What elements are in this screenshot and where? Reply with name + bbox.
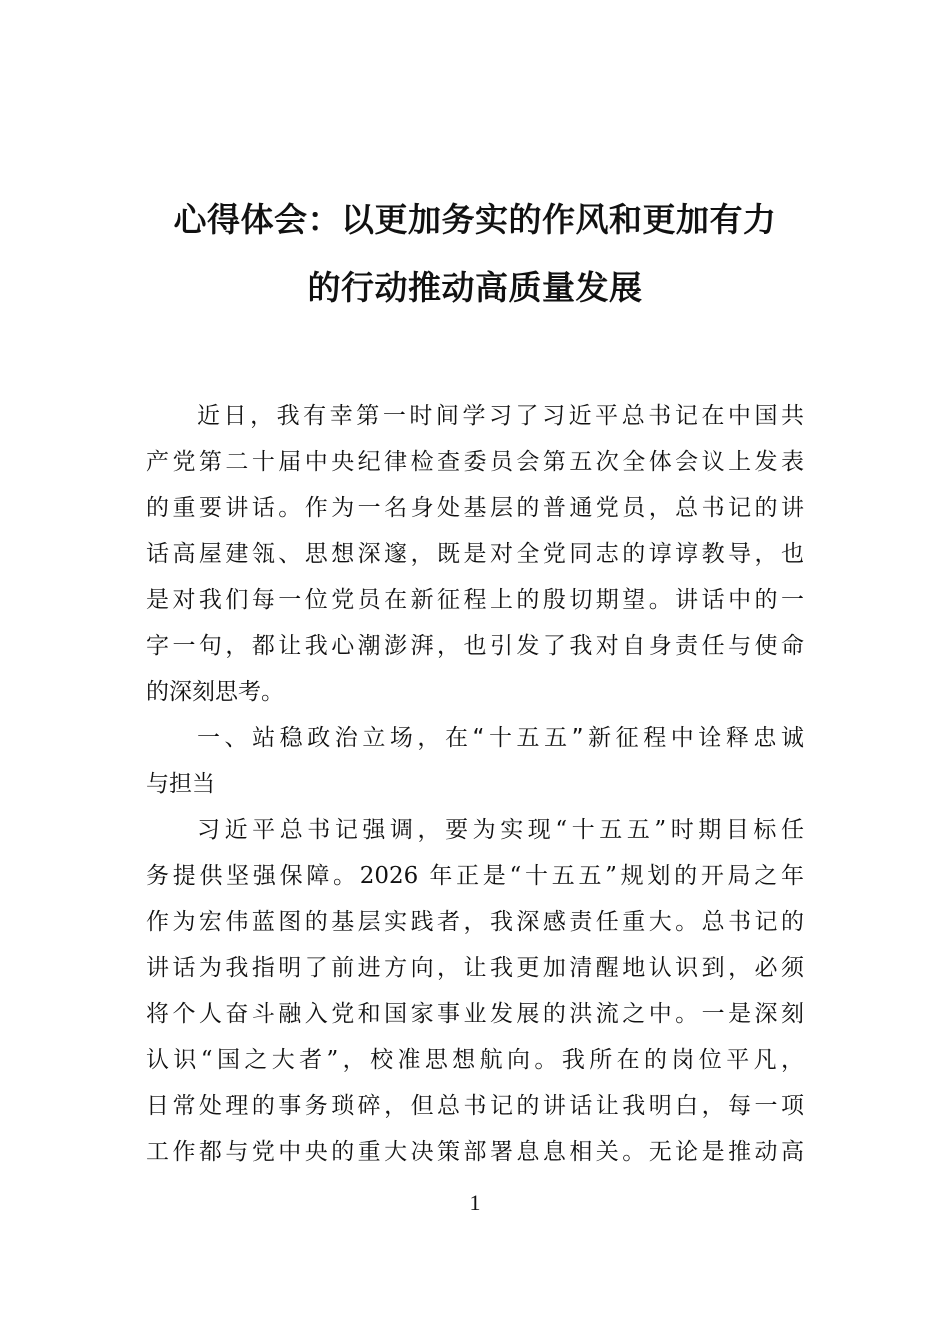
paragraph-line: 作为宏伟蓝图的基层实践者，我深感责任重大。总书记的 xyxy=(146,909,804,935)
paragraph-line: 工作都与党中央的重大决策部署息息相关。无论是推动高 xyxy=(146,1139,804,1165)
paragraph-line: 字一句，都让我心潮澎湃，也引发了我对自身责任与使命 xyxy=(146,633,804,659)
paragraph-line: 是对我们每一位党员在新征程上的殷切期望。讲话中的一 xyxy=(146,587,804,613)
paragraph-line: 产党第二十届中央纪律检查委员会第五次全体会议上发表 xyxy=(146,449,804,475)
paragraph-line: 认识“国之大者”，校准思想航向。我所在的岗位平凡， xyxy=(146,1047,804,1073)
paragraph-line: 习近平总书记强调，要为实现“十五五”时期目标任 xyxy=(197,817,804,843)
page-number: 1 xyxy=(469,1190,481,1215)
paragraph-line: 近日，我有幸第一时间学习了习近平总书记在中国共 xyxy=(197,403,804,429)
section-heading-line: 一、站稳政治立场，在“十五五”新征程中诠释忠诚 xyxy=(197,725,804,751)
paragraph-line: 的重要讲话。作为一名身处基层的普通党员，总书记的讲 xyxy=(146,495,804,521)
paragraph-line: 日常处理的事务琐碎，但总书记的讲话让我明白，每一项 xyxy=(146,1093,804,1119)
paragraph-line: 务提供坚强保障。2026 年正是“十五五”规划的开局之年 xyxy=(146,863,804,889)
document-title-line-1: 心得体会：以更加务实的作风和更加有力 xyxy=(173,200,777,239)
section-heading-line: 与担当 xyxy=(146,771,215,797)
document-title-line-2: 的行动推动高质量发展 xyxy=(307,268,643,307)
paragraph-line: 讲话为我指明了前进方向，让我更加清醒地认识到，必须 xyxy=(146,955,804,981)
paragraph-line: 的深刻思考。 xyxy=(146,679,284,705)
paragraph-line: 将个人奋斗融入党和国家事业发展的洪流之中。一是深刻 xyxy=(146,1001,804,1027)
paragraph-line: 话高屋建瓴、思想深邃，既是对全党同志的谆谆教导，也 xyxy=(146,541,804,567)
